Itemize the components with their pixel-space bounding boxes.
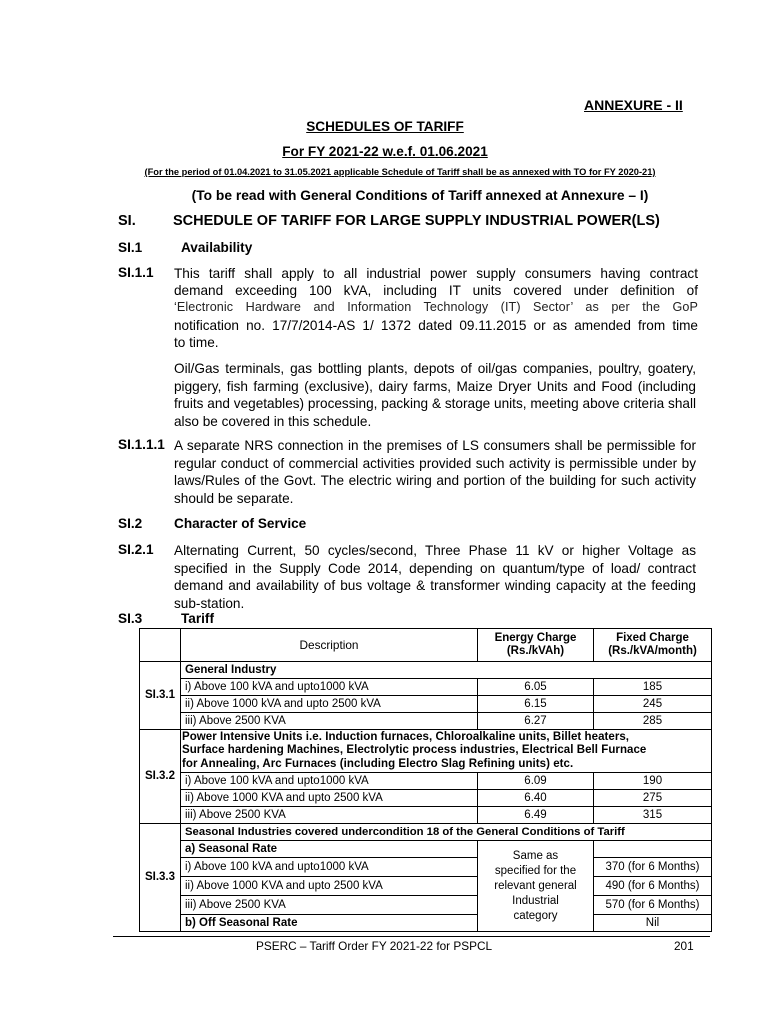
row-fixed-charge: 245 (594, 696, 712, 713)
header-fixed-line1: Fixed Charge (616, 632, 689, 644)
schedule-title: SCHEDULE OF TARIFF FOR LARGE SUPPLY INDUSTRIAL POWER(LS) (173, 213, 660, 229)
section-number-2: SI.2 (118, 516, 143, 531)
seasonal-rate-label: a) Seasonal Rate (181, 841, 478, 858)
section-title-availability: Availability (181, 240, 253, 255)
footer-text: PSERC – Tariff Order FY 2021-22 for PSPCL (256, 939, 493, 953)
section-title-tariff: Tariff (181, 611, 214, 626)
section-heading-power-intensive (181, 730, 712, 773)
row-description: ii) Above 1000 KVA and upto 2500 kVA (181, 877, 478, 896)
table-row (140, 696, 712, 713)
row-description: iii) Above 2500 KVA (181, 896, 478, 915)
table-row (140, 662, 712, 679)
section-number-3: SI.3 (118, 611, 143, 626)
table-row (140, 858, 712, 877)
table-header-row (140, 629, 712, 662)
row-description: ii) Above 1000 KVA and upto 2500 kVA (181, 790, 478, 807)
section-number-3-3: SI.3.3 (140, 824, 181, 932)
row-fixed-charge: 315 (594, 807, 712, 824)
paragraph-line: This tariff shall apply to all industrial power supply consumers having contract (174, 266, 698, 281)
table-row (140, 679, 712, 696)
row-description: iii) Above 2500 KVA (181, 713, 478, 730)
merged-line: Industrial (512, 894, 559, 907)
row-fixed-charge: 190 (594, 773, 712, 790)
section-number-3-2: SI.3.2 (140, 730, 181, 824)
paragraph-line: notification no. 17/7/2014-AS 1/ 1372 dated 09.11.2015 or as amended from time (174, 318, 698, 333)
section-number-1: SI.1 (118, 240, 143, 255)
merged-line: Same as (512, 849, 559, 862)
table-row (140, 896, 712, 915)
table-row (140, 824, 712, 841)
section-heading-general-industry: General Industry (181, 662, 712, 679)
header-fixed-charge (594, 629, 712, 662)
read-with-note: (To be read with General Conditions of Tariff annexed at Annexure – I) (191, 188, 649, 203)
row-description: i) Above 100 kVA and upto1000 kVA (181, 773, 478, 790)
table-row (140, 773, 712, 790)
row-energy-charge: 6.15 (478, 696, 594, 713)
paragraph-line: to time. (174, 335, 219, 350)
schedule-number: SI. (118, 213, 136, 229)
row-description: ii) Above 1000 kVA and upto 2500 kVA (181, 696, 478, 713)
table-row (140, 713, 712, 730)
header-blank-cell (140, 629, 181, 662)
seasonal-blank-fixed (594, 841, 712, 858)
section-heading-seasonal: Seasonal Industries covered undercondition 18 of the General Conditions of Tariff (181, 824, 712, 841)
tariff-table (139, 628, 712, 932)
energy-same-as-general (478, 841, 594, 932)
heading-line: Power Intensive Units i.e. Induction furnaces, Chloroalkaline units, Billet heaters, (182, 730, 630, 743)
section-number-3-1: SI.3.1 (140, 662, 181, 730)
table-row (140, 841, 712, 858)
section-number-1-1-1: SI.1.1.1 (118, 437, 165, 452)
header-energy-line1: Energy Charge (494, 632, 577, 644)
row-energy-charge: 6.49 (478, 807, 594, 824)
paragraph-nrs-connection: A separate NRS connection in the premises of LS consumers shall be permissible for regular conduct of commercial activities provided such activity is permissible under by laws/Rules of the Govt. The electric wiring and portion of the building for such activity should be separate. (174, 438, 696, 506)
section-number-1-1: SI.1.1 (118, 265, 154, 280)
header-fixed-line2: (Rs./kVA/month) (608, 645, 697, 657)
table-row (140, 915, 712, 932)
merged-line: specified for the (494, 864, 577, 877)
heading-line: Surface hardening Machines, Electrolytic process industries, Electrical Bell Furnace (182, 744, 647, 757)
paragraph-character-of-service: Alternating Current, 50 cycles/second, Three Phase 11 kV or higher Voltage as specified in the Supply Code 2014, depending on quantum/type of load/ contract demand and availability of bus voltage & transformer winding capacity at the feeding sub-station. (174, 543, 696, 611)
header-energy-charge (478, 629, 594, 662)
row-description: i) Above 100 kVA and upto1000 kVA (181, 679, 478, 696)
row-description: iii) Above 2500 KVA (181, 807, 478, 824)
row-energy-charge: 6.40 (478, 790, 594, 807)
annexure-label: ANNEXURE - II (584, 97, 683, 113)
table-row (140, 730, 712, 773)
document-title: SCHEDULES OF TARIFF (306, 119, 464, 134)
row-energy-charge: 6.27 (478, 713, 594, 730)
row-fixed-charge: 370 (for 6 Months) (594, 858, 712, 877)
row-energy-charge: 6.05 (478, 679, 594, 696)
row-fixed-charge: 275 (594, 790, 712, 807)
row-fixed-charge: 285 (594, 713, 712, 730)
row-fixed-charge: 490 (for 6 Months) (594, 877, 712, 896)
row-energy-charge: 6.09 (478, 773, 594, 790)
header-energy-line2: (Rs./kVAh) (506, 645, 565, 657)
off-seasonal-fixed-charge: Nil (594, 915, 712, 932)
table-row (140, 877, 712, 896)
merged-line: relevant general (494, 879, 577, 892)
section-number-2-1: SI.2.1 (118, 542, 154, 557)
heading-line: for Annealing, Arc Furnaces (including Electro Slag Refining units) etc. (182, 757, 574, 770)
off-seasonal-rate-label: b) Off Seasonal Rate (181, 915, 478, 932)
page-number: 201 (674, 939, 694, 953)
paragraph-coverage: Oil/Gas terminals, gas bottling plants, depots of oil/gas companies, poultry, goatery, piggery, fish farming (exclusive), dairy farms, Maize Dryer Units and Food (including fruits and vegetables) processing, packing & storage units, meeting above criteria shall also be covered in this schedule. (174, 361, 696, 429)
paragraph-line: ‘Electronic Hardware and Information Technology (IT) Sector’ as per the GoP (174, 300, 698, 314)
row-description: i) Above 100 kVA and upto1000 kVA (181, 858, 478, 877)
paragraph-line: demand exceeding 100 kVA, including IT units covered under definition of (174, 283, 698, 298)
document-subtitle: For FY 2021-22 w.e.f. 01.06.2021 (282, 144, 488, 159)
table-row (140, 807, 712, 824)
merged-line: category (513, 909, 558, 922)
header-description: Description (181, 629, 478, 662)
row-fixed-charge: 570 (for 6 Months) (594, 896, 712, 915)
section-title-character-of-service: Character of Service (174, 516, 307, 531)
period-note: (For the period of 01.04.2021 to 31.05.2021 applicable Schedule of Tariff shall be as annexed with TO for FY 2020-21) (144, 167, 656, 177)
table-row (140, 790, 712, 807)
row-fixed-charge: 185 (594, 679, 712, 696)
footer-divider (113, 936, 710, 937)
